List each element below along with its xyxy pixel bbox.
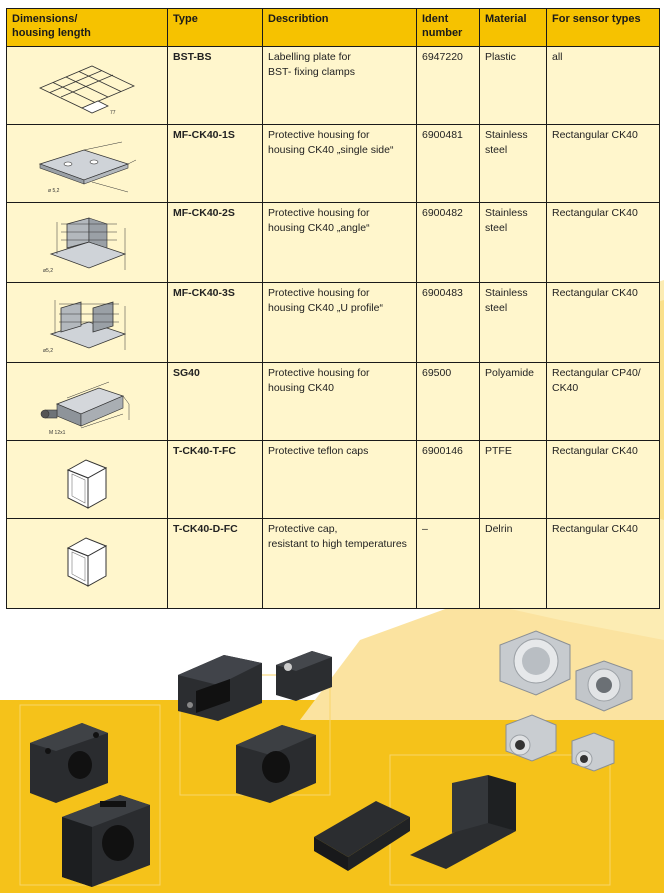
description-cell: Labelling plate for BST- fixing clamps xyxy=(263,47,417,125)
dimension-drawing-cell xyxy=(7,47,168,125)
dimension-drawing-cell xyxy=(7,363,168,441)
sensor-types-cell: all xyxy=(547,47,660,125)
type-cell: MF-CK40-2S xyxy=(168,203,263,283)
sensor-types-cell: Rectangular CP40/ CK40 xyxy=(547,363,660,441)
ident-number-cell: 6900481 xyxy=(417,125,480,203)
small-black-clamp xyxy=(276,651,332,701)
material-cell: Polyamide xyxy=(480,363,547,441)
cable-gland-small xyxy=(506,715,556,761)
material-cell: Delrin xyxy=(480,519,547,609)
material-cell: Stainless steel xyxy=(480,203,547,283)
sensor-types-cell: Rectangular CK40 xyxy=(547,441,660,519)
black-clamp-center xyxy=(178,655,262,721)
table-row xyxy=(7,363,660,441)
svg-text:M 12x1: M 12x1 xyxy=(49,430,66,436)
sensor-types-cell: Rectangular CK40 xyxy=(547,519,660,609)
type-cell: MF-CK40-3S xyxy=(168,283,263,363)
black-clamp-middle xyxy=(236,725,316,803)
ident-number-cell: 6947220 xyxy=(417,47,480,125)
table-row xyxy=(7,441,660,519)
ident-number-cell: 6900146 xyxy=(417,441,480,519)
sensor-types-cell: Rectangular CK40 xyxy=(547,203,660,283)
sg40-housing-drawing xyxy=(37,374,137,438)
material-cell: PTFE xyxy=(480,441,547,519)
svg-text:ø5,2: ø5,2 xyxy=(43,268,54,274)
header-sensor-types: For sensor types xyxy=(547,9,660,47)
svg-text:ø5,2: ø5,2 xyxy=(43,348,54,354)
dimension-drawing-cell xyxy=(7,203,168,283)
svg-text:77: 77 xyxy=(110,110,116,116)
svg-text:ø 5,2: ø 5,2 xyxy=(48,188,60,194)
material-cell: Stainless steel xyxy=(480,125,547,203)
type-cell: BST-BS xyxy=(168,47,263,125)
u-profile-housing-drawing xyxy=(37,294,137,360)
accessories-table xyxy=(6,8,660,609)
single-side-housing-drawing xyxy=(32,136,142,198)
header-dimensions: Dimensions/ housing length xyxy=(7,9,168,47)
table-row xyxy=(7,125,660,203)
material-cell: Plastic xyxy=(480,47,547,125)
ident-number-cell: 6900482 xyxy=(417,203,480,283)
table-header-row xyxy=(7,9,660,47)
black-angle-bracket xyxy=(410,775,516,869)
table-row xyxy=(7,519,660,609)
ident-number-cell: 69500 xyxy=(417,363,480,441)
header-ident-number: Ident number xyxy=(417,9,480,47)
cap-drawing xyxy=(52,530,122,592)
description-cell: Protective cap, resistant to high temperatures xyxy=(263,519,417,609)
dimension-drawing-cell xyxy=(7,519,168,609)
type-cell: MF-CK40-1S xyxy=(168,125,263,203)
type-cell: SG40 xyxy=(168,363,263,441)
cable-gland-tiny xyxy=(572,733,614,771)
type-cell: T-CK40-D-FC xyxy=(168,519,263,609)
table-row xyxy=(7,283,660,363)
table-row xyxy=(7,203,660,283)
black-mounting-plate xyxy=(314,801,410,871)
dimension-drawing-cell xyxy=(7,441,168,519)
angle-housing-drawing xyxy=(37,214,137,280)
ident-number-cell: – xyxy=(417,519,480,609)
black-clamp-top xyxy=(30,723,108,803)
dimension-drawing-cell xyxy=(7,125,168,203)
material-cell: Stainless steel xyxy=(480,283,547,363)
sensor-types-cell: Rectangular CK40 xyxy=(547,283,660,363)
dimension-drawing-cell xyxy=(7,283,168,363)
product-photo xyxy=(0,605,664,893)
header-description: Describtion xyxy=(263,9,417,47)
header-material: Material xyxy=(480,9,547,47)
black-clamp-bottom xyxy=(62,795,150,887)
description-cell: Protective housing for housing CK40 „angle“ xyxy=(263,203,417,283)
labelling-plate-drawing xyxy=(32,58,142,118)
header-type: Type xyxy=(168,9,263,47)
ident-number-cell: 6900483 xyxy=(417,283,480,363)
description-cell: Protective housing for housing CK40 „single side“ xyxy=(263,125,417,203)
sensor-types-cell: Rectangular CK40 xyxy=(547,125,660,203)
teflon-cap-drawing xyxy=(52,452,122,514)
type-cell: T-CK40-T-FC xyxy=(168,441,263,519)
cable-gland-large xyxy=(500,631,570,695)
description-cell: Protective housing for housing CK40 xyxy=(263,363,417,441)
description-cell: Protective housing for housing CK40 „U profile“ xyxy=(263,283,417,363)
table-row xyxy=(7,47,660,125)
description-cell: Protective teflon caps xyxy=(263,441,417,519)
cable-gland-medium xyxy=(576,661,632,711)
accessories-table-container xyxy=(6,8,659,605)
